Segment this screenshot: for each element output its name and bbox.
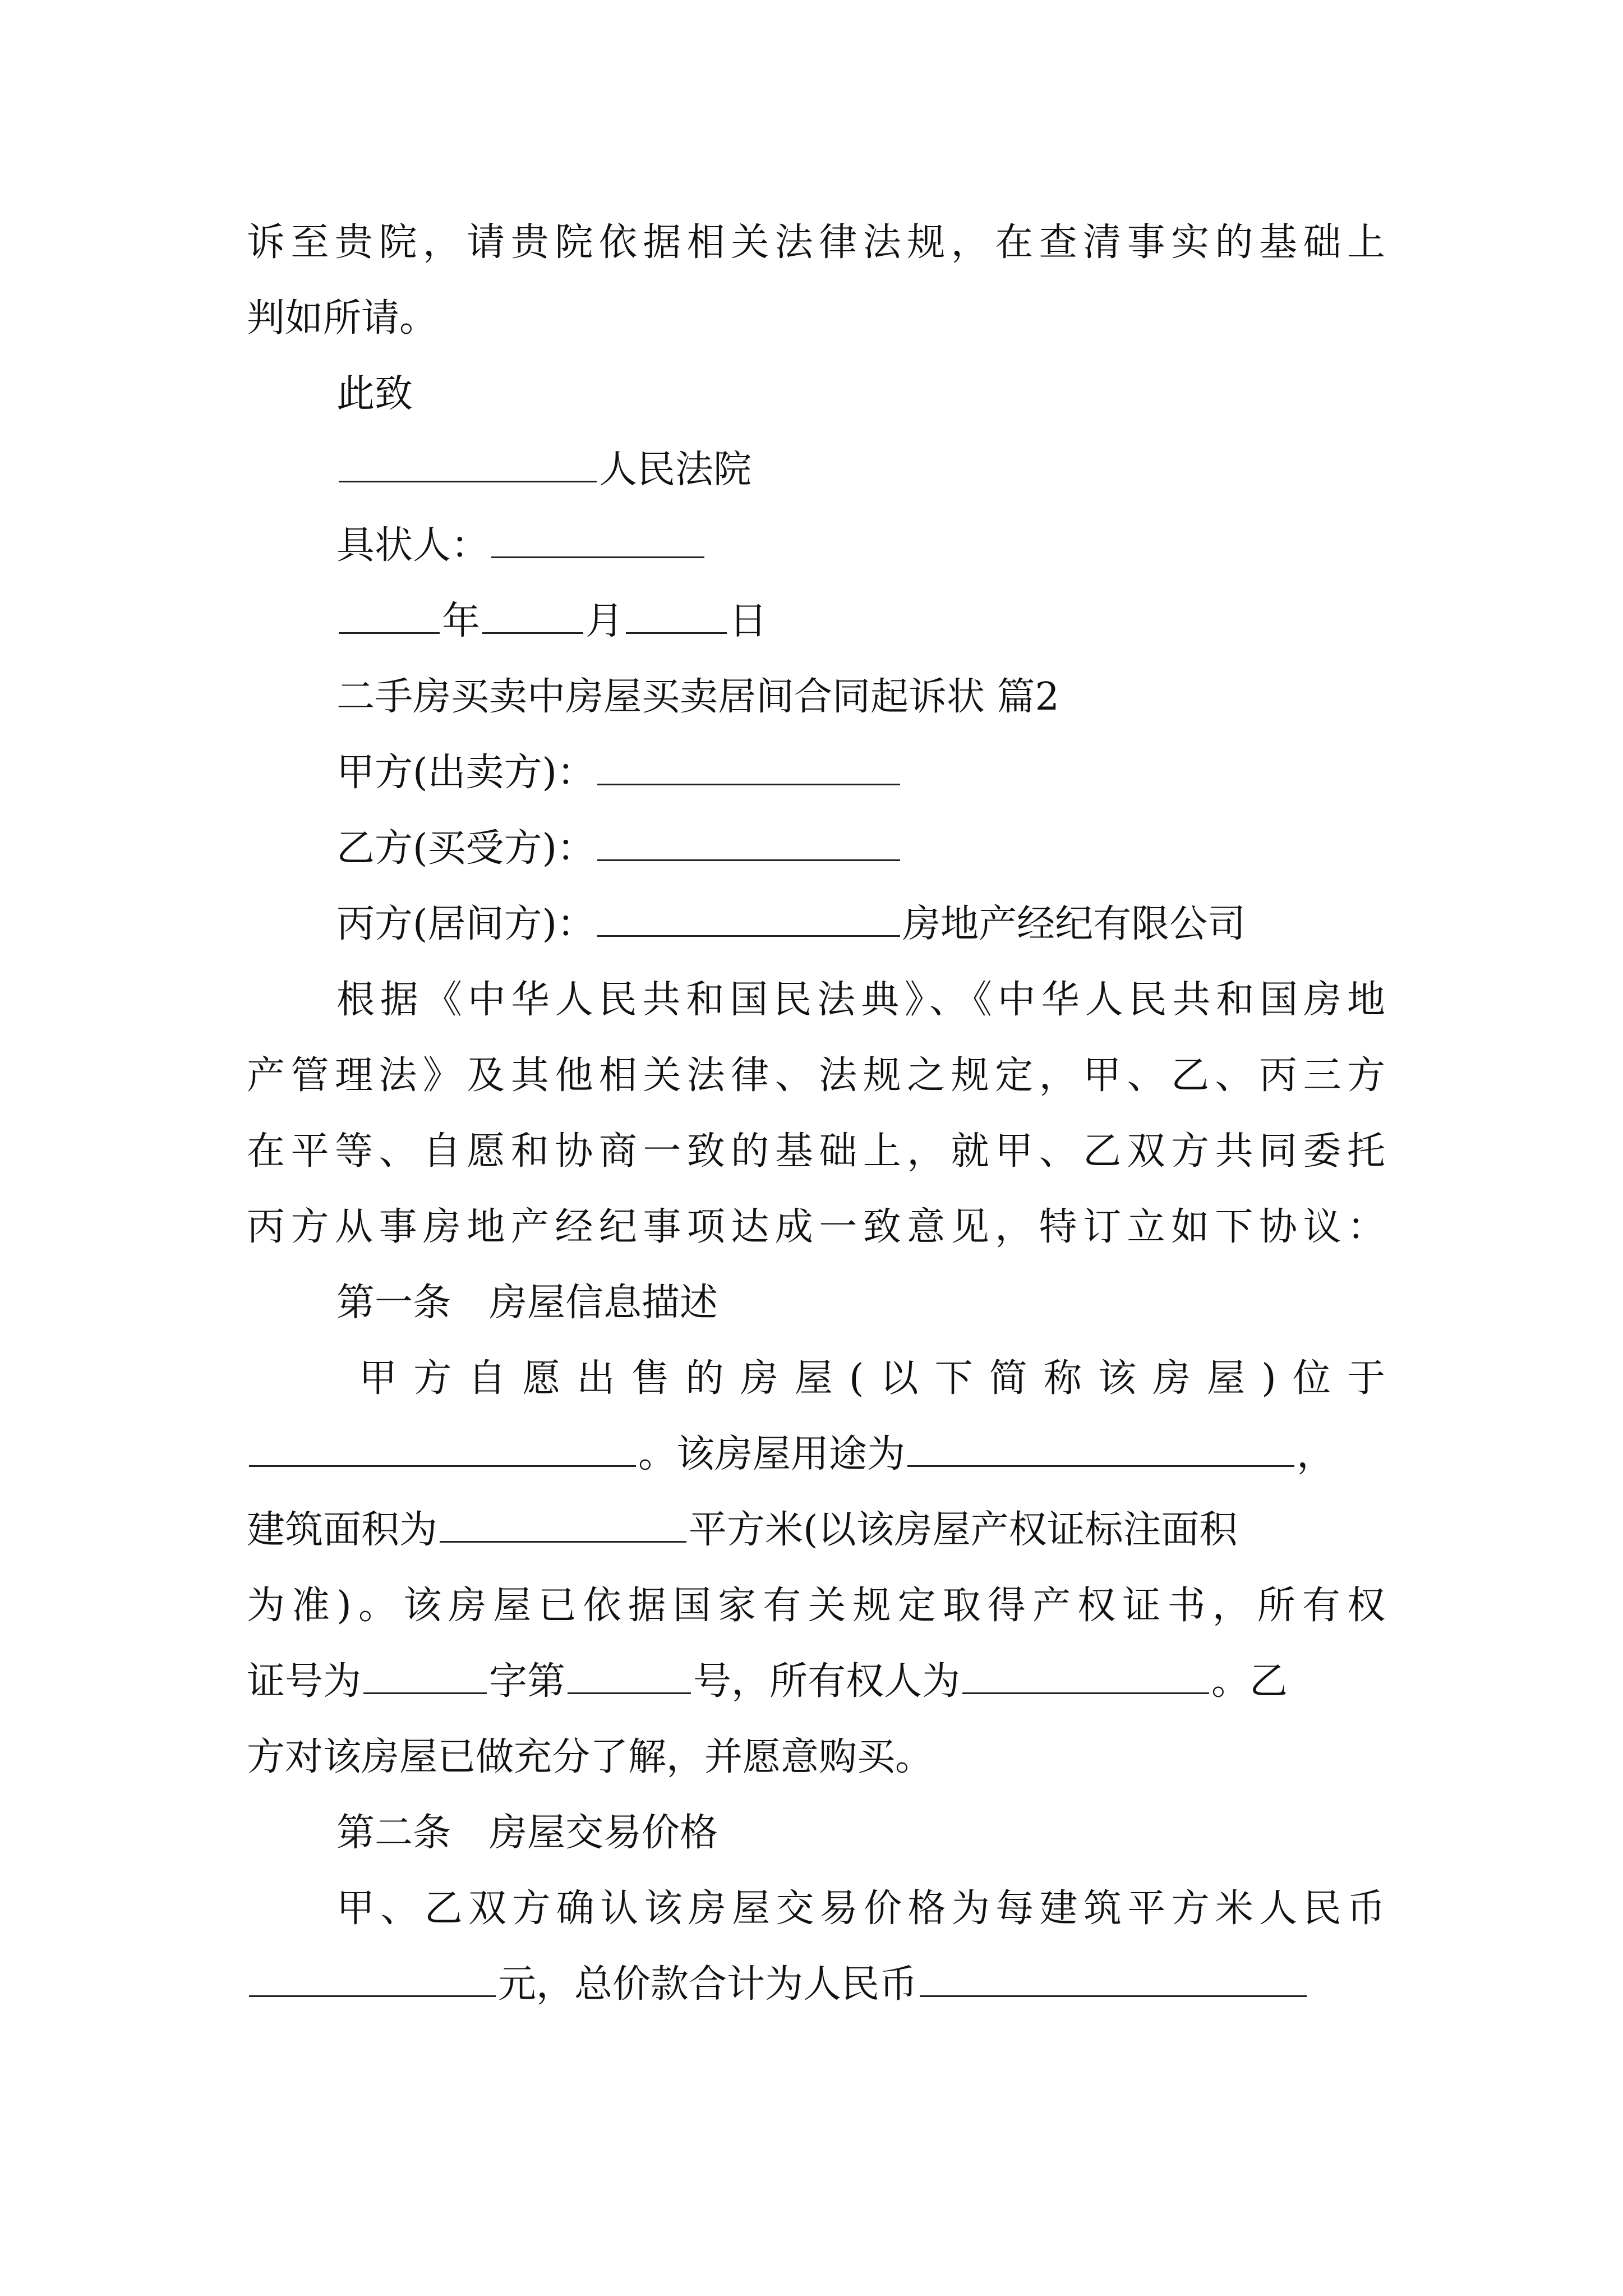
- text-line: 诉至贵院，请贵院依据相关法律法规，在查清事实的基础上: [247, 220, 1385, 265]
- article-heading: 第一条 房屋信息描述: [336, 1281, 718, 1325]
- court-line: [336, 443, 1385, 497]
- certificate-mid: 字第: [489, 1659, 566, 1704]
- price-line: [247, 1958, 1385, 2012]
- year-label: 年: [442, 599, 481, 643]
- certificate-label: 证号为: [247, 1659, 362, 1704]
- text-line: 在平等、自愿和协商一致的基础上，就甲、乙双方共同委托: [247, 1129, 1385, 1174]
- text-line: 判如所请。: [247, 296, 438, 341]
- court-name-blank[interactable]: [339, 444, 597, 482]
- party-c-blank[interactable]: [597, 898, 900, 937]
- area-unit: 平方米(以该房屋产权证标注面积: [689, 1508, 1238, 1552]
- party-a-label: 甲方(出卖方)：: [336, 751, 596, 795]
- text-line: 丙方从事房地产经纪事项达成一致意见，特订立如下协议：: [247, 1205, 1385, 1249]
- article-heading: 第二条 房屋交易价格: [336, 1811, 718, 1855]
- year-blank[interactable]: [339, 595, 440, 634]
- total-price-blank[interactable]: [920, 1958, 1307, 1997]
- text-line: 甲、乙双方确认该房屋交易价格为每建筑平方米人民币: [336, 1887, 1385, 1931]
- plaintiff-blank[interactable]: [491, 519, 704, 558]
- day-label: 日: [729, 599, 768, 643]
- text-line: 根据《中华人民共和国民法典》、《中华人民共和国房地: [336, 978, 1385, 1022]
- day-blank[interactable]: [626, 595, 727, 634]
- month-blank[interactable]: [482, 595, 583, 634]
- party-a-line: [336, 746, 1385, 800]
- text-line: 为准)。该房屋已依据国家有关规定取得产权证书，所有权: [247, 1584, 1385, 1628]
- salutation: 此致: [336, 372, 413, 416]
- certificate-prefix-blank[interactable]: [363, 1655, 487, 1694]
- date-line: [336, 595, 1385, 648]
- owner-blank[interactable]: [962, 1655, 1209, 1694]
- area-label: 建筑面积为: [247, 1508, 438, 1552]
- party-b-line: [336, 822, 1385, 876]
- party-b-label: 乙方(买受方)：: [336, 826, 596, 871]
- text-line: 方对该房屋已做充分了解，并愿意购买。: [247, 1735, 934, 1779]
- month-label: 月: [585, 599, 624, 643]
- area-line: [247, 1503, 1385, 1557]
- court-label: 人民法院: [599, 448, 752, 492]
- plaintiff-label: 具状人：: [336, 523, 490, 568]
- total-price-label: 元，总价款合计为人民币: [498, 1962, 918, 2007]
- usage-blank[interactable]: [907, 1428, 1294, 1467]
- certificate-number-blank[interactable]: [568, 1655, 691, 1694]
- party-c-line: [336, 898, 1385, 951]
- usage-label: 。该房屋用途为: [638, 1432, 906, 1476]
- plaintiff-line: [336, 519, 1385, 573]
- party-c-company: 房地产经纪有限公司: [902, 902, 1246, 946]
- area-blank[interactable]: [440, 1504, 686, 1543]
- location-blank[interactable]: [249, 1428, 636, 1467]
- party-b-blank[interactable]: [597, 822, 900, 861]
- comma: ，: [1297, 1432, 1335, 1476]
- section-title: 二手房买卖中房屋买卖居间合同起诉状 篇2: [336, 675, 1059, 719]
- party-a-blank[interactable]: [597, 747, 900, 785]
- location-line: [247, 1428, 1385, 1481]
- certificate-line: [247, 1655, 1385, 1709]
- text-line: 产管理法》及其他相关法律、法规之规定，甲、乙、丙三方: [247, 1053, 1385, 1098]
- party-c-label: 丙方(居间方)：: [336, 902, 596, 946]
- text-line: 甲方自愿出售的房屋(以下简称该房屋)位于: [359, 1356, 1385, 1401]
- line-end: 。乙: [1211, 1659, 1288, 1704]
- owner-label: 号，所有权人为: [693, 1659, 961, 1704]
- unit-price-blank[interactable]: [249, 1958, 496, 1997]
